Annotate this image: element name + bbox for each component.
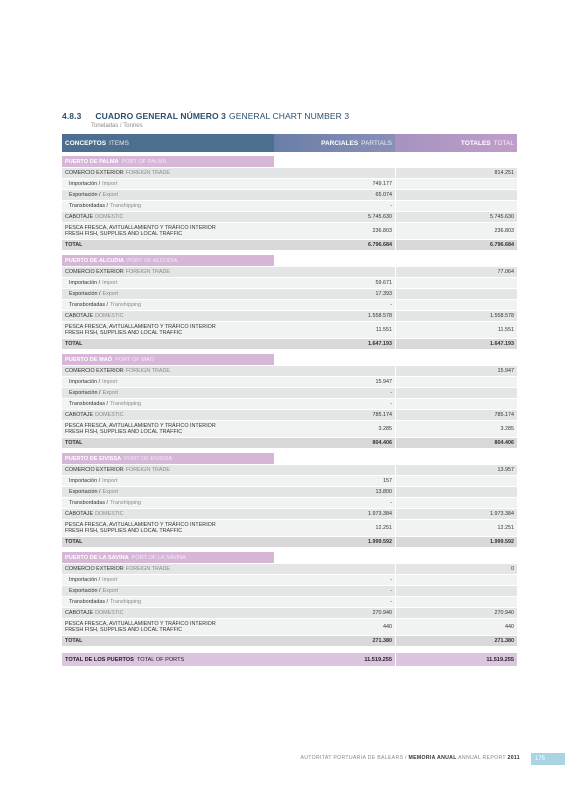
total-value: 236.803 bbox=[396, 223, 517, 239]
row-label: PESCA FRESCA, AVITUALLAMIENTO Y TRÁFICO INTERIOR FRESH FISH, SUPPLIES AND LOCAL TRAFFIC bbox=[62, 322, 274, 338]
total-value: 1.647.193 bbox=[396, 339, 517, 349]
row-label: Importación / Import bbox=[62, 575, 274, 585]
row-export bbox=[62, 388, 517, 399]
partial-value: 1.647.193 bbox=[274, 339, 395, 349]
row-pesca-fresca bbox=[62, 421, 517, 438]
row-label: COMERCIO EXTERIOR FOREIGN TRADE bbox=[62, 564, 274, 574]
partial-value: 804.406 bbox=[274, 438, 395, 448]
total-value: 13.957 bbox=[396, 465, 517, 475]
row-pesca-fresca bbox=[62, 223, 517, 240]
section-title-es: CUADRO GENERAL NÚMERO 3 bbox=[95, 111, 227, 121]
partial-value bbox=[274, 168, 395, 178]
port-header-row bbox=[62, 354, 517, 366]
row-import bbox=[62, 377, 517, 388]
partial-value: - bbox=[274, 399, 395, 409]
row-transhipping bbox=[62, 597, 517, 608]
total-value: 1.973.384 bbox=[396, 509, 517, 519]
table-body bbox=[62, 156, 517, 647]
section-number: 4.8.3 bbox=[62, 111, 82, 121]
total-value: 5.745.630 bbox=[396, 212, 517, 222]
total-value bbox=[396, 487, 517, 497]
partial-value: 17.393 bbox=[274, 289, 395, 299]
row-label: TOTAL bbox=[62, 240, 274, 250]
table-header bbox=[62, 134, 517, 152]
partial-value: 1.558.578 bbox=[274, 311, 395, 321]
row-label: CABOTAJE DOMESTIC bbox=[62, 509, 274, 519]
total-value bbox=[396, 300, 517, 310]
partial-value: 1.999.592 bbox=[274, 537, 395, 547]
total-value: 11.551 bbox=[396, 322, 517, 338]
partial-value: 15.947 bbox=[274, 377, 395, 387]
total-value: 77.064 bbox=[396, 267, 517, 277]
port-name: PUERTO DE ALCUDIA PORT OF ALCUDIA bbox=[62, 255, 274, 266]
row-label: COMERCIO EXTERIOR FOREIGN TRADE bbox=[62, 168, 274, 178]
row-label: Transbordadas / Transhipping bbox=[62, 597, 274, 607]
total-value: 814.251 bbox=[396, 168, 517, 178]
row-label: Transbordadas / Transhipping bbox=[62, 399, 274, 409]
partial-value: 3.285 bbox=[274, 421, 395, 437]
row-label: Importación / Import bbox=[62, 278, 274, 288]
total-value: 271.380 bbox=[396, 636, 517, 646]
partial-value: 59.671 bbox=[274, 278, 395, 288]
partial-value: 236.803 bbox=[274, 223, 395, 239]
total-value bbox=[396, 190, 517, 200]
section-title-en: GENERAL CHART NUMBER 3 bbox=[229, 111, 350, 121]
partial-value: 440 bbox=[274, 619, 395, 635]
row-label: PESCA FRESCA, AVITUALLAMIENTO Y TRÁFICO INTERIOR FRESH FISH, SUPPLIES AND LOCAL TRAFFIC bbox=[62, 421, 274, 437]
port-header-row bbox=[62, 552, 517, 564]
row-cabotaje bbox=[62, 410, 517, 421]
row-comercio-exterior bbox=[62, 465, 517, 476]
row-transhipping bbox=[62, 300, 517, 311]
row-transhipping bbox=[62, 399, 517, 410]
header-conceptos: CONCEPTOS ITEMS bbox=[62, 134, 274, 152]
row-comercio-exterior bbox=[62, 564, 517, 575]
row-cabotaje bbox=[62, 212, 517, 223]
total-value bbox=[396, 388, 517, 398]
port-header-row bbox=[62, 453, 517, 465]
partial-value bbox=[274, 366, 395, 376]
row-pesca-fresca bbox=[62, 520, 517, 537]
row-label: COMERCIO EXTERIOR FOREIGN TRADE bbox=[62, 267, 274, 277]
grand-total-total: 11.519.255 bbox=[396, 653, 517, 666]
row-export bbox=[62, 289, 517, 300]
total-value: 1.999.592 bbox=[396, 537, 517, 547]
page-number: 175 bbox=[531, 753, 565, 765]
row-label: Exportación / Export bbox=[62, 190, 274, 200]
row-comercio-exterior bbox=[62, 168, 517, 179]
row-label: CABOTAJE DOMESTIC bbox=[62, 311, 274, 321]
row-label: Importación / Import bbox=[62, 179, 274, 189]
row-export bbox=[62, 586, 517, 597]
row-label: Importación / Import bbox=[62, 377, 274, 387]
total-value: 6.796.684 bbox=[396, 240, 517, 250]
partial-value bbox=[274, 564, 395, 574]
port-name: PUERTO DE MAÓ PORT OF MAÓ bbox=[62, 354, 274, 365]
total-value: 12.251 bbox=[396, 520, 517, 536]
row-cabotaje bbox=[62, 509, 517, 520]
partial-value: - bbox=[274, 201, 395, 211]
total-value: 15.947 bbox=[396, 366, 517, 376]
row-import bbox=[62, 476, 517, 487]
partial-value: 65.074 bbox=[274, 190, 395, 200]
row-comercio-exterior bbox=[62, 267, 517, 278]
row-label: CABOTAJE DOMESTIC bbox=[62, 212, 274, 222]
partial-value: 1.973.384 bbox=[274, 509, 395, 519]
partial-value: 12.251 bbox=[274, 520, 395, 536]
partial-value: 11.551 bbox=[274, 322, 395, 338]
partial-value: - bbox=[274, 300, 395, 310]
row-label: COMERCIO EXTERIOR FOREIGN TRADE bbox=[62, 465, 274, 475]
row-label: TOTAL bbox=[62, 438, 274, 448]
row-label: Exportación / Export bbox=[62, 586, 274, 596]
partial-value: - bbox=[274, 586, 395, 596]
row-label: PESCA FRESCA, AVITUALLAMIENTO Y TRÁFICO INTERIOR FRESH FISH, SUPPLIES AND LOCAL TRAFFIC bbox=[62, 520, 274, 536]
header-totales: TOTALES TOTAL bbox=[395, 134, 517, 152]
row-label: CABOTAJE DOMESTIC bbox=[62, 608, 274, 618]
row-import bbox=[62, 575, 517, 586]
total-value: 804.406 bbox=[396, 438, 517, 448]
total-value bbox=[396, 179, 517, 189]
total-value bbox=[396, 399, 517, 409]
row-label: Exportación / Export bbox=[62, 289, 274, 299]
total-value bbox=[396, 498, 517, 508]
row-label: Exportación / Export bbox=[62, 487, 274, 497]
header-parciales: PARCIALES PARTIALS bbox=[274, 134, 395, 152]
row-total bbox=[62, 240, 517, 251]
grand-total-row bbox=[62, 653, 517, 666]
row-label: COMERCIO EXTERIOR FOREIGN TRADE bbox=[62, 366, 274, 376]
total-value: 440 bbox=[396, 619, 517, 635]
grand-total-partial: 11.519.255 bbox=[274, 653, 395, 666]
partial-value: 5.745.630 bbox=[274, 212, 395, 222]
row-total bbox=[62, 537, 517, 548]
row-export bbox=[62, 190, 517, 201]
row-label: PESCA FRESCA, AVITUALLAMIENTO Y TRÁFICO INTERIOR FRESH FISH, SUPPLIES AND LOCAL TRAFFIC bbox=[62, 619, 274, 635]
total-value: 3.285 bbox=[396, 421, 517, 437]
total-value bbox=[396, 377, 517, 387]
row-label: Transbordadas / Transhipping bbox=[62, 201, 274, 211]
row-import bbox=[62, 278, 517, 289]
partial-value: 785.174 bbox=[274, 410, 395, 420]
page-footer bbox=[0, 753, 565, 765]
port-name: PUERTO DE EIVISSA PORT OF EIVISSA bbox=[62, 453, 274, 464]
partial-value: - bbox=[274, 388, 395, 398]
total-value bbox=[396, 476, 517, 486]
row-import bbox=[62, 179, 517, 190]
row-label: TOTAL bbox=[62, 339, 274, 349]
row-total bbox=[62, 339, 517, 350]
partial-value bbox=[274, 267, 395, 277]
row-transhipping bbox=[62, 498, 517, 509]
grand-total-label: TOTAL DE LOS PUERTOS TOTAL OF PORTS bbox=[62, 653, 274, 666]
total-value: 1.558.578 bbox=[396, 311, 517, 321]
total-value: 270.940 bbox=[396, 608, 517, 618]
footer-text: AUTORITAT PORTUÀRIA DE BALEARS / MEMORIA ANUAL ANNUAL REPORT 2011 bbox=[300, 755, 520, 761]
row-cabotaje bbox=[62, 608, 517, 619]
row-pesca-fresca bbox=[62, 619, 517, 636]
total-value bbox=[396, 575, 517, 585]
port-header-row bbox=[62, 255, 517, 267]
total-value bbox=[396, 278, 517, 288]
row-comercio-exterior bbox=[62, 366, 517, 377]
partial-value: 13.800 bbox=[274, 487, 395, 497]
total-value bbox=[396, 289, 517, 299]
section-title bbox=[62, 111, 349, 121]
row-transhipping bbox=[62, 201, 517, 212]
row-label: Exportación / Export bbox=[62, 388, 274, 398]
row-cabotaje bbox=[62, 311, 517, 322]
row-label: TOTAL bbox=[62, 636, 274, 646]
partial-value: 157 bbox=[274, 476, 395, 486]
partial-value: 749.177 bbox=[274, 179, 395, 189]
port-name: PUERTO DE LA SAVINA PORT OF LA SAVINA bbox=[62, 552, 274, 563]
total-value: 785.174 bbox=[396, 410, 517, 420]
partial-value: - bbox=[274, 498, 395, 508]
total-value bbox=[396, 597, 517, 607]
row-label: Transbordadas / Transhipping bbox=[62, 300, 274, 310]
partial-value: - bbox=[274, 575, 395, 585]
row-total bbox=[62, 636, 517, 647]
general-chart-table bbox=[62, 134, 517, 666]
row-label: PESCA FRESCA, AVITUALLAMIENTO Y TRÁFICO INTERIOR FRESH FISH, SUPPLIES AND LOCAL TRAFFIC bbox=[62, 223, 274, 239]
partial-value bbox=[274, 465, 395, 475]
units-subtitle: Toneladas / Tonnes bbox=[91, 123, 143, 129]
row-export bbox=[62, 487, 517, 498]
port-header-row bbox=[62, 156, 517, 168]
partial-value: - bbox=[274, 597, 395, 607]
partial-value: 271.380 bbox=[274, 636, 395, 646]
row-pesca-fresca bbox=[62, 322, 517, 339]
row-total bbox=[62, 438, 517, 449]
partial-value: 6.796.684 bbox=[274, 240, 395, 250]
total-value: 0 bbox=[396, 564, 517, 574]
total-value bbox=[396, 201, 517, 211]
partial-value: 270.940 bbox=[274, 608, 395, 618]
row-label: TOTAL bbox=[62, 537, 274, 547]
row-label: CABOTAJE DOMESTIC bbox=[62, 410, 274, 420]
port-name: PUERTO DE PALMA PORT OF PALMA bbox=[62, 156, 274, 167]
row-label: Importación / Import bbox=[62, 476, 274, 486]
row-label: Transbordadas / Transhipping bbox=[62, 498, 274, 508]
total-value bbox=[396, 586, 517, 596]
